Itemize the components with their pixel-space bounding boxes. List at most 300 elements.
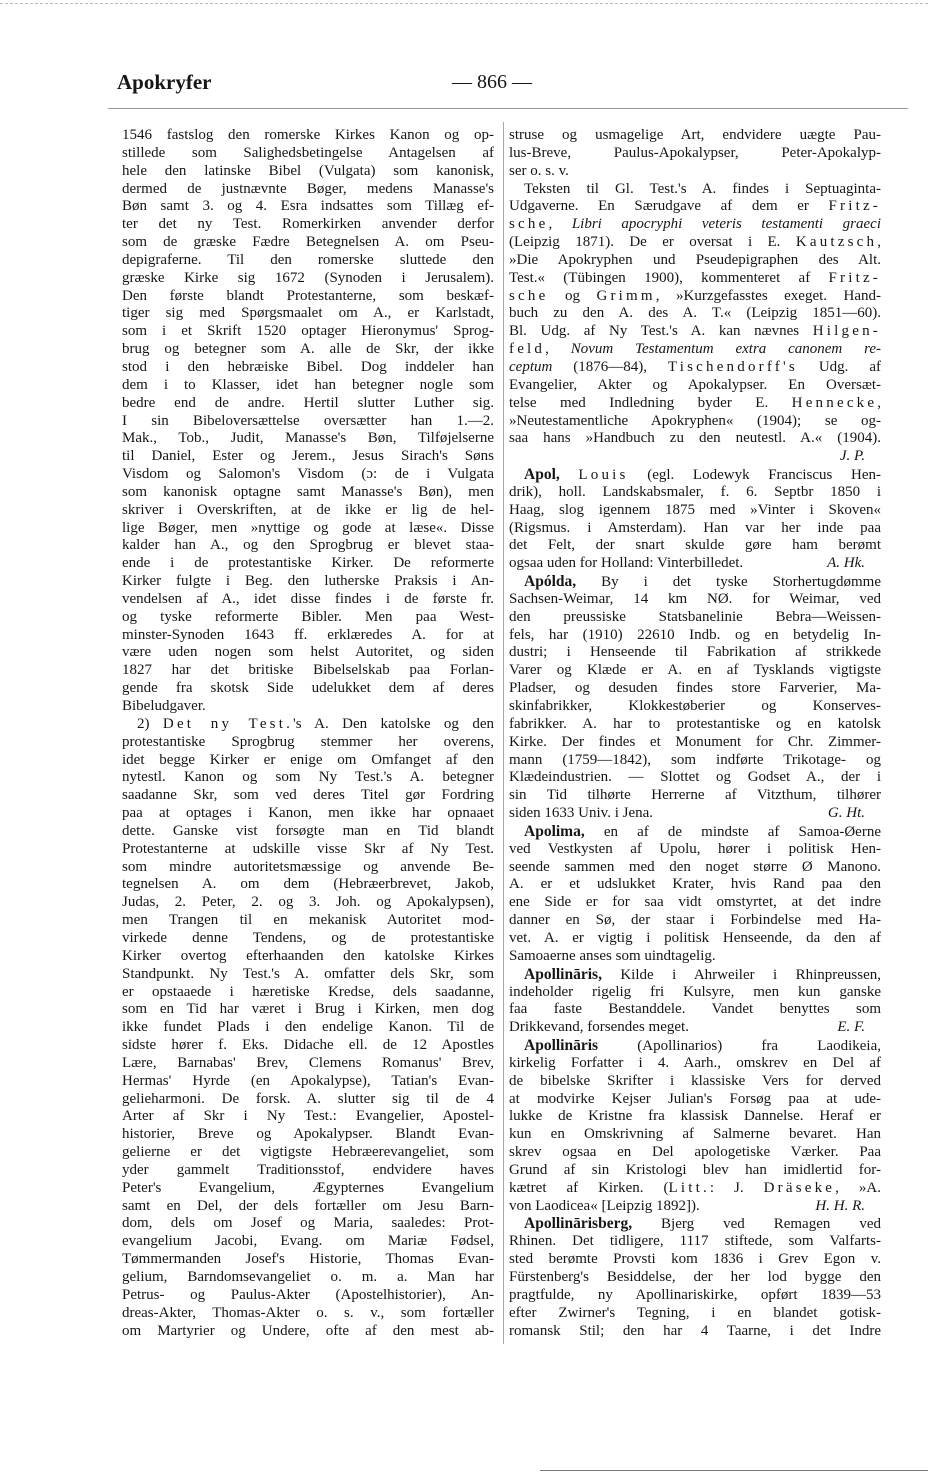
text-run: von Laodicea« [Leipzig 1892]). bbox=[509, 1197, 700, 1214]
spaced-name: Litt. bbox=[668, 1179, 710, 1196]
entry-headword: Apollinārisberg, bbox=[524, 1215, 633, 1233]
text-line bbox=[509, 912, 881, 930]
text-run: Klædeindustrien. — Slottet og Godset A., der i bbox=[509, 769, 881, 786]
text-run: Udgaverne. En Særudgave af dem er bbox=[509, 198, 829, 215]
spaced-name: feld bbox=[509, 341, 546, 358]
bottom-rule bbox=[540, 1470, 928, 1471]
text-line bbox=[122, 823, 494, 841]
text-line bbox=[122, 859, 494, 877]
text-line bbox=[509, 377, 881, 395]
paragraph bbox=[509, 1037, 881, 1215]
text-run: Kirker overtog efterhaanden den katolske Kirkes bbox=[122, 947, 494, 964]
text-line bbox=[122, 1323, 494, 1341]
spaced-name: Louis bbox=[578, 467, 629, 484]
text-run: Bjerg ved Remagen ved bbox=[632, 1216, 881, 1233]
spaced-name: Det ny Test. bbox=[162, 715, 294, 732]
text-line bbox=[509, 984, 881, 1002]
text-line bbox=[509, 876, 881, 894]
text-line bbox=[509, 413, 881, 431]
text-line bbox=[122, 1144, 494, 1162]
text-line bbox=[122, 627, 494, 645]
text-run: struse og usmagelige Art, endvidere uægte Pau- bbox=[509, 127, 881, 143]
spaced-name: Fritz- bbox=[828, 198, 881, 215]
text-run: Udg. af bbox=[797, 358, 881, 375]
text-line bbox=[509, 466, 881, 484]
line-text bbox=[509, 555, 743, 573]
text-run: tiger sig med Spørgsmaalet om A., er Karlstadt, bbox=[122, 305, 494, 322]
text-run: ende i de protestantiske Kirker. De reformerte bbox=[122, 555, 494, 572]
text-run: skrev ogsaa en Del apologetiske Værker. Paa bbox=[509, 1144, 881, 1161]
header-rule bbox=[108, 108, 908, 109]
left-column bbox=[122, 127, 494, 1340]
text-line bbox=[122, 841, 494, 859]
text-line bbox=[509, 734, 881, 752]
text-line bbox=[509, 1019, 881, 1037]
text-run: , bbox=[548, 216, 572, 233]
text-line bbox=[122, 1215, 494, 1233]
text-run bbox=[560, 467, 579, 483]
text-run: (Apollinarios) fra Laodikeia, bbox=[598, 1038, 881, 1055]
text-run: sidste hører f. Eks. Didache ell. de 12 Apostles bbox=[122, 1037, 494, 1054]
text-run: Bl. Udg. af Ny Test.'s A. kan nævnes bbox=[509, 323, 813, 340]
text-line bbox=[509, 1001, 881, 1019]
text-line bbox=[509, 591, 881, 609]
text-run: det Felt, der snart skulde gøre ham berømt bbox=[509, 537, 881, 554]
text-run: indeholder rigelig fri Kulsyre, men kun ganske bbox=[509, 983, 881, 1000]
spaced-name: sche bbox=[509, 287, 549, 304]
text-line bbox=[509, 1126, 881, 1144]
text-run: brug og betegner som A. alle de Skr, der ikke bbox=[122, 341, 494, 358]
text-line bbox=[122, 234, 494, 252]
text-run: pragtfulde, ny Apollinariskirke, opført 1839—53 bbox=[509, 1286, 881, 1303]
text-line bbox=[122, 752, 494, 770]
text-run: men Trangen til en mekanisk Autoritet mod- bbox=[122, 912, 494, 929]
text-run: og bbox=[548, 287, 597, 304]
text-line bbox=[509, 1162, 881, 1180]
text-run: være uden nogen som helst Autoritet, og siden bbox=[122, 644, 494, 661]
text-run: depigraferne. Til den romerske sluttede den bbox=[122, 251, 494, 268]
text-run: »Die Apokryphen und Pseudepigraphen des Alt. bbox=[509, 251, 881, 268]
text-line bbox=[509, 1091, 881, 1109]
text-run: Bøn samt 3. og 4. Esra indsattes som Tillæg ef- bbox=[122, 198, 494, 215]
text-run: , bbox=[877, 234, 881, 251]
author-signature: E. F. bbox=[837, 1019, 865, 1036]
author-signature: G. Ht. bbox=[827, 805, 865, 822]
text-run: Evangelier, Akter og Apokalypser. En Oversæt- bbox=[509, 376, 881, 393]
text-run: stod i den hebræiske Bibel. Dog inddeler han bbox=[122, 358, 494, 375]
text-line bbox=[509, 430, 881, 448]
text-run: Varer og Klæde er A. en af Tysklands vigtigste bbox=[509, 662, 881, 679]
text-run: Standpunkt. Ny Test.'s A. omfatter dels Skr, som bbox=[122, 965, 494, 982]
italic-title: Libri apocryphi veteris testamenti graeci bbox=[571, 216, 882, 233]
text-line bbox=[122, 555, 494, 573]
text-run: kirkelig Forfatter i 4. Aarh., omskrev en Del af bbox=[509, 1054, 881, 1071]
text-run: ikke fundet Plads i den endelige Kanon. Til de bbox=[122, 1019, 494, 1036]
text-run: til Daniel, Ester og Jerem., Jesus Sirach's Søns bbox=[122, 448, 494, 465]
text-line bbox=[122, 662, 494, 680]
paragraph bbox=[509, 966, 881, 1037]
text-run: Peter's Evangelium, Ægypternes Evangelium bbox=[122, 1179, 494, 1196]
author-signature: J. P. bbox=[839, 448, 865, 465]
text-line bbox=[509, 323, 881, 341]
text-line bbox=[122, 1091, 494, 1109]
text-line bbox=[122, 520, 494, 538]
text-line bbox=[509, 502, 881, 520]
text-run: Test.« (Tübingen 1900), kommenteret af bbox=[509, 269, 829, 286]
text-run: faa faste Bestanddele. Vandet benyttes som bbox=[509, 1001, 881, 1018]
text-line bbox=[509, 1037, 881, 1055]
author-signature: H. H. R. bbox=[815, 1197, 865, 1214]
spaced-name: sche bbox=[509, 216, 549, 233]
text-run: lige Bøger, men »nyttige og gode at læse«. Disse bbox=[122, 519, 494, 536]
text-run: kalder han A., og den Sprogbrug er blevet staa- bbox=[122, 537, 494, 554]
text-line bbox=[509, 252, 881, 270]
text-run: Visdom og Salomon's Visdom (ɔ: de i Vulgata bbox=[122, 466, 494, 483]
text-line bbox=[122, 1233, 494, 1251]
text-run: er opstaaede i hæretiske Kredse, dels saadanne, bbox=[122, 983, 494, 1000]
entry-headword: Apol, bbox=[524, 466, 560, 484]
text-line bbox=[509, 1323, 881, 1341]
text-line bbox=[122, 787, 494, 805]
text-line bbox=[122, 395, 494, 413]
text-line bbox=[122, 1305, 494, 1323]
text-run: dem i to Klasser, idet han betegner nogle som bbox=[122, 376, 494, 393]
text-run: sted berømte Provsti kom 1836 i Grev Egon v. bbox=[509, 1251, 881, 1268]
text-line bbox=[122, 288, 494, 306]
author-signature: A. Hk. bbox=[827, 555, 865, 572]
text-line bbox=[122, 537, 494, 555]
text-line bbox=[509, 627, 881, 645]
text-line bbox=[509, 216, 881, 234]
text-run: Bibeludgaver. bbox=[122, 698, 206, 714]
text-run: at modvirke Kejser Julian's Forsøg paa at ude- bbox=[509, 1090, 881, 1107]
text-line bbox=[122, 323, 494, 341]
line-text bbox=[509, 805, 653, 823]
text-run: gelium, Barndomsevangeliet o. m. a. Man har bbox=[122, 1269, 494, 1285]
text-line bbox=[509, 1287, 881, 1305]
text-line bbox=[122, 216, 494, 234]
text-run: Mak., Tob., Judit, Manasse's Bøn, Tilføjelserne bbox=[122, 430, 494, 447]
text-run: de bibelske Skrifter i klassiske Vers for derved bbox=[509, 1072, 881, 1089]
text-run: 1827 har det britiske Bibelselskab paa Forlan- bbox=[122, 662, 494, 679]
text-line bbox=[509, 127, 881, 145]
text-line bbox=[122, 1162, 494, 1180]
text-run: 's A. Den katolske og den bbox=[293, 715, 494, 732]
text-run: seende sammen med den noget større Ø Manono. bbox=[509, 858, 881, 875]
text-line bbox=[122, 1126, 494, 1144]
text-run: , »A. bbox=[835, 1179, 881, 1196]
text-line bbox=[509, 448, 881, 466]
text-line bbox=[122, 1269, 494, 1287]
text-line bbox=[122, 805, 494, 823]
text-run: Grund af sin Kristologi blev han imidlertid for- bbox=[509, 1161, 881, 1178]
spaced-name: Kautzsch bbox=[795, 234, 878, 251]
text-run: Tømmermanden Josef's Historie, Thomas Evan- bbox=[122, 1251, 494, 1268]
text-line bbox=[122, 305, 494, 323]
text-run: sin Tid tilhørte Herrerne af Vitzthum, tilhører bbox=[509, 787, 881, 804]
text-line bbox=[122, 127, 494, 145]
text-line bbox=[122, 1055, 494, 1073]
spaced-name: Tischendorff's bbox=[667, 358, 798, 375]
text-run: »Neutestamentliche Apokryphen« (1904); se og- bbox=[509, 412, 881, 429]
text-run: lus-Breve, Paulus-Apokalypser, Peter-Apokalyp- bbox=[509, 144, 881, 161]
text-run: gende fra skotsk Side udelukket dem af deres bbox=[122, 680, 494, 697]
text-line bbox=[509, 966, 881, 984]
text-run: saa hans »Handbuch zu den neutestl. A.« (1904). bbox=[509, 430, 881, 447]
text-line bbox=[509, 644, 881, 662]
text-line bbox=[509, 1233, 881, 1251]
paragraph bbox=[509, 1215, 881, 1340]
line-text bbox=[509, 1198, 700, 1216]
paragraph bbox=[122, 716, 494, 1341]
text-line bbox=[509, 948, 881, 966]
text-run: Petrus- og Paulus-Akter (Apostelhistorier), An- bbox=[122, 1286, 494, 1303]
text-line bbox=[122, 181, 494, 199]
text-run: Judas, 2. Peter, 2. og 3. Joh. og Apokalypsen), bbox=[122, 894, 494, 911]
text-line bbox=[122, 377, 494, 395]
text-line bbox=[122, 466, 494, 484]
text-run: lukke de Kristne fra klassisk Dannelse. Heraf er bbox=[509, 1108, 881, 1125]
text-run: virkede denne Tendens, og de protestantiske bbox=[122, 929, 494, 946]
text-run: Drikkevand, forsendes meget. bbox=[509, 1019, 689, 1036]
text-line bbox=[122, 769, 494, 787]
text-line bbox=[509, 716, 881, 734]
text-run: , bbox=[877, 394, 881, 411]
paragraph bbox=[509, 127, 881, 181]
spaced-name: Fritz- bbox=[828, 269, 881, 286]
text-line bbox=[509, 823, 881, 841]
text-run: historier, Breve og Apokalypser. Blandt Evan- bbox=[122, 1126, 494, 1143]
text-run: Fürstenberg's Besiddelse, der her lod bygge den bbox=[509, 1269, 881, 1285]
text-run: yder gammelt Traditionsstof, endvidere haves bbox=[122, 1161, 494, 1178]
text-line bbox=[122, 430, 494, 448]
italic-title: Novum Testamentum extra canonem re- bbox=[570, 341, 882, 358]
text-run: saadanne Skr, som ved deres Titel gør Fordring bbox=[122, 787, 494, 804]
text-line bbox=[509, 1269, 881, 1287]
text-run: ter det ny Test. Romerkirken anvender derfor bbox=[122, 216, 494, 233]
italic-title: ceptum bbox=[509, 358, 553, 375]
text-line bbox=[509, 894, 881, 912]
text-run: Kirker fulgte i Beg. den lutherske Praksis i An- bbox=[122, 573, 494, 590]
text-line bbox=[509, 752, 881, 770]
paragraph bbox=[509, 823, 881, 966]
text-run: bedre end de andre. Hertil slutter Luther sig. bbox=[122, 394, 494, 411]
text-run: vet. A. er vigtig i politisk Henseende, da den af bbox=[509, 929, 881, 946]
text-line bbox=[509, 805, 881, 823]
text-run: dom, dels om Josef og Maria, saaledes: Prot- bbox=[122, 1215, 494, 1232]
text-line bbox=[122, 894, 494, 912]
text-line bbox=[122, 1073, 494, 1091]
text-run: ved Vestkysten af Upolu, hører i politisk Hen- bbox=[509, 840, 881, 857]
text-run: den preussiske Statsbanelinie Bebra—Weissen- bbox=[509, 608, 881, 625]
text-run: paa at optages i Kanon, men ikke har opnaaet bbox=[122, 805, 494, 822]
text-line bbox=[509, 305, 881, 323]
text-run: dreas-Akter, Thomas-Akter o. s. v., som fortæller bbox=[122, 1304, 494, 1321]
text-line bbox=[509, 1144, 881, 1162]
text-run: Teksten til Gl. Test.'s A. findes i Septuaginta- bbox=[524, 180, 881, 197]
text-line bbox=[122, 644, 494, 662]
text-line bbox=[122, 270, 494, 288]
text-run: (egl. Lodewyk Franciscus Hen- bbox=[628, 467, 881, 484]
text-line bbox=[509, 163, 881, 181]
text-run: danner en Sø, der staar i Forbindelse med Ha- bbox=[509, 912, 881, 929]
text-line bbox=[122, 876, 494, 894]
text-line bbox=[122, 484, 494, 502]
text-run: fabrikker. A. har to protestantiske og en katolsk bbox=[509, 715, 881, 732]
text-line bbox=[509, 1251, 881, 1269]
spaced-name: Hennecke bbox=[791, 394, 878, 411]
text-line bbox=[122, 966, 494, 984]
text-line bbox=[122, 573, 494, 591]
text-line bbox=[122, 1108, 494, 1126]
text-run: som en Tid har været i Brug i Kirken, men dog bbox=[122, 1001, 494, 1018]
right-column bbox=[509, 127, 881, 1340]
text-line bbox=[122, 716, 494, 734]
text-run: , »Kurzgefasstes exeget. Hand- bbox=[655, 287, 882, 304]
text-run: minster-Synoden 1643 ff. erklæredes A. for at bbox=[122, 626, 494, 643]
text-run: : J. bbox=[709, 1179, 764, 1196]
text-run: telse med Indledning byder E. bbox=[509, 394, 792, 411]
text-line bbox=[122, 198, 494, 216]
text-run: stillede som Salighedsbetingelse Antagelsen af bbox=[122, 144, 494, 161]
paragraph bbox=[122, 127, 494, 716]
text-run: Hermas' Hyrde (en Apokalypse), Tatian's Evan- bbox=[122, 1072, 494, 1089]
text-line bbox=[509, 395, 881, 413]
paragraph bbox=[509, 466, 881, 573]
text-line bbox=[122, 591, 494, 609]
text-run: Arter af Skr i Ny Test.: Evangelier, Apostel- bbox=[122, 1108, 494, 1125]
text-line bbox=[122, 145, 494, 163]
text-line bbox=[509, 145, 881, 163]
text-line bbox=[509, 680, 881, 698]
text-run: (1876—84), bbox=[552, 358, 668, 375]
text-run: ser o. s. v. bbox=[509, 162, 569, 179]
text-run: gelierne er det vigtigste Hebræerevangeliet, som bbox=[122, 1144, 494, 1161]
text-run: (Leipzig 1871). De er oversat i E. bbox=[509, 234, 796, 251]
page-number: — 866 — bbox=[452, 71, 532, 93]
text-run: en af de mindste af Samoa-Øerne bbox=[584, 823, 881, 840]
text-line bbox=[122, 680, 494, 698]
text-line bbox=[509, 234, 881, 252]
text-line bbox=[122, 341, 494, 359]
line-text bbox=[509, 1019, 689, 1037]
text-line bbox=[122, 1198, 494, 1216]
text-run: og tyske reformerte Bibler. Men paa West- bbox=[122, 608, 494, 625]
text-run: Pladser, og desuden findes store Farverier, Ma- bbox=[509, 680, 881, 697]
text-run: efter Zwirner's Tegning, i en blandet gotisk- bbox=[509, 1304, 881, 1321]
entry-headword: Apollināris bbox=[524, 1037, 599, 1055]
spaced-name: Grimm bbox=[596, 287, 656, 304]
text-line bbox=[122, 948, 494, 966]
text-run: gelieharmoni. De forsk. A. slutter sig til de 4 bbox=[122, 1090, 494, 1107]
entry-headword: Apollināris, bbox=[524, 965, 602, 983]
entry-headword: Apólda, bbox=[524, 573, 577, 591]
text-line bbox=[122, 1001, 494, 1019]
scan-top-edge-rule bbox=[0, 3, 928, 4]
text-line bbox=[509, 1055, 881, 1073]
text-run: dette. Ganske vist forsøgte man en Tid blandt bbox=[122, 822, 494, 839]
text-line bbox=[509, 859, 881, 877]
text-run: skriver i Overskriften, at de ikke er lig de hel- bbox=[122, 501, 494, 518]
text-line bbox=[509, 769, 881, 787]
text-run: I sin Bibeloversættelse oversætter han 1.—2. bbox=[122, 412, 494, 429]
text-run: hele den latinske Bibel (Vulgata) som kanonisk, bbox=[122, 162, 494, 179]
text-line bbox=[122, 1180, 494, 1198]
text-line bbox=[122, 1251, 494, 1269]
text-line bbox=[509, 930, 881, 948]
text-run: fels, har (1910) 22610 Indb. og en betydelig In- bbox=[509, 626, 881, 643]
text-run: som de græske Fædre Betegnelsen A. om Pseu- bbox=[122, 234, 494, 251]
text-line bbox=[509, 698, 881, 716]
text-line bbox=[122, 609, 494, 627]
text-line bbox=[509, 1305, 881, 1323]
text-line bbox=[122, 252, 494, 270]
text-run: græske Kirke sig 1672 (Synoden i Jerusalem). bbox=[122, 269, 494, 286]
text-line bbox=[509, 537, 881, 555]
text-line bbox=[509, 1180, 881, 1198]
text-run: Haag, slog igennem 1875 med »Vinter i Skoven« bbox=[509, 501, 881, 518]
text-run: skinfabrikker, Klokkestøberier og Konserves- bbox=[509, 698, 881, 714]
text-line bbox=[122, 930, 494, 948]
text-line bbox=[509, 198, 881, 216]
text-line bbox=[509, 1215, 881, 1233]
text-run: protestantiske Sprogbrug stemmer her overens, bbox=[122, 733, 494, 750]
text-run: som i et Skrift 1520 optager Hieronymus' Sprog- bbox=[122, 323, 494, 340]
text-run: ene Side er for saa vidt omstyrtet, at det indre bbox=[509, 894, 881, 911]
text-line bbox=[122, 359, 494, 377]
text-run: Samoaerne anses som uindtagelig. bbox=[509, 947, 716, 964]
text-run: dermed de justnævnte Bøger, medens Manasse's bbox=[122, 180, 494, 197]
text-line bbox=[509, 662, 881, 680]
text-run: mann (1759—1842), som indførte Trikotage- og bbox=[509, 751, 881, 768]
spaced-name: Hilgen- bbox=[812, 323, 881, 340]
text-run: buch zu den A. des A. T.« (Leipzig 1851—60). bbox=[509, 305, 881, 322]
text-run: ogsaa uden for Holland: Vinterbilledet. bbox=[509, 555, 744, 572]
text-run: idet begge Kirker er enige om Omfanget af den bbox=[122, 751, 494, 768]
text-run: tegnelsen A. om dem (Hebræerbrevet, Jakob, bbox=[122, 876, 494, 893]
text-line bbox=[509, 181, 881, 199]
text-line bbox=[122, 734, 494, 752]
text-run: Sachsen-Weimar, 14 km NØ. for Weimar, ved bbox=[509, 590, 881, 607]
text-run: , bbox=[545, 341, 571, 358]
text-line bbox=[509, 609, 881, 627]
paragraph bbox=[509, 573, 881, 823]
text-run: Kilde i Ahrweiler i Rhinpreussen, bbox=[601, 966, 881, 983]
text-line bbox=[509, 555, 881, 573]
text-run: evangelium Jacobi, Evang. om Mariæ Fødsel, bbox=[122, 1233, 494, 1250]
text-line bbox=[122, 698, 494, 716]
text-line bbox=[122, 1019, 494, 1037]
text-line bbox=[122, 1287, 494, 1305]
paragraph bbox=[509, 181, 881, 467]
text-line bbox=[509, 288, 881, 306]
text-run: som mindre autoritetsmæssige og anvende Be- bbox=[122, 858, 494, 875]
text-line bbox=[509, 484, 881, 502]
spaced-name: Dräseke bbox=[763, 1179, 836, 1196]
text-run: nytestl. Kanon og som Ny Test.'s A. betegner bbox=[122, 769, 494, 786]
text-line bbox=[509, 841, 881, 859]
text-line bbox=[122, 912, 494, 930]
text-run: Kirke. Der findes et Monument for Chr. Zimmer- bbox=[509, 733, 881, 750]
text-line bbox=[509, 787, 881, 805]
text-line bbox=[122, 448, 494, 466]
text-line bbox=[122, 984, 494, 1002]
text-run: Rhinen. Det tidligere, 1117 stiftede, som Valfarts- bbox=[509, 1233, 881, 1250]
text-line bbox=[122, 413, 494, 431]
text-run: dustri; i Henseende til Fabrikation af strikkede bbox=[509, 644, 881, 661]
text-line bbox=[509, 520, 881, 538]
text-run: drik), holl. Landskabsmaler, f. 6. Septbr 1850 i bbox=[509, 483, 881, 500]
